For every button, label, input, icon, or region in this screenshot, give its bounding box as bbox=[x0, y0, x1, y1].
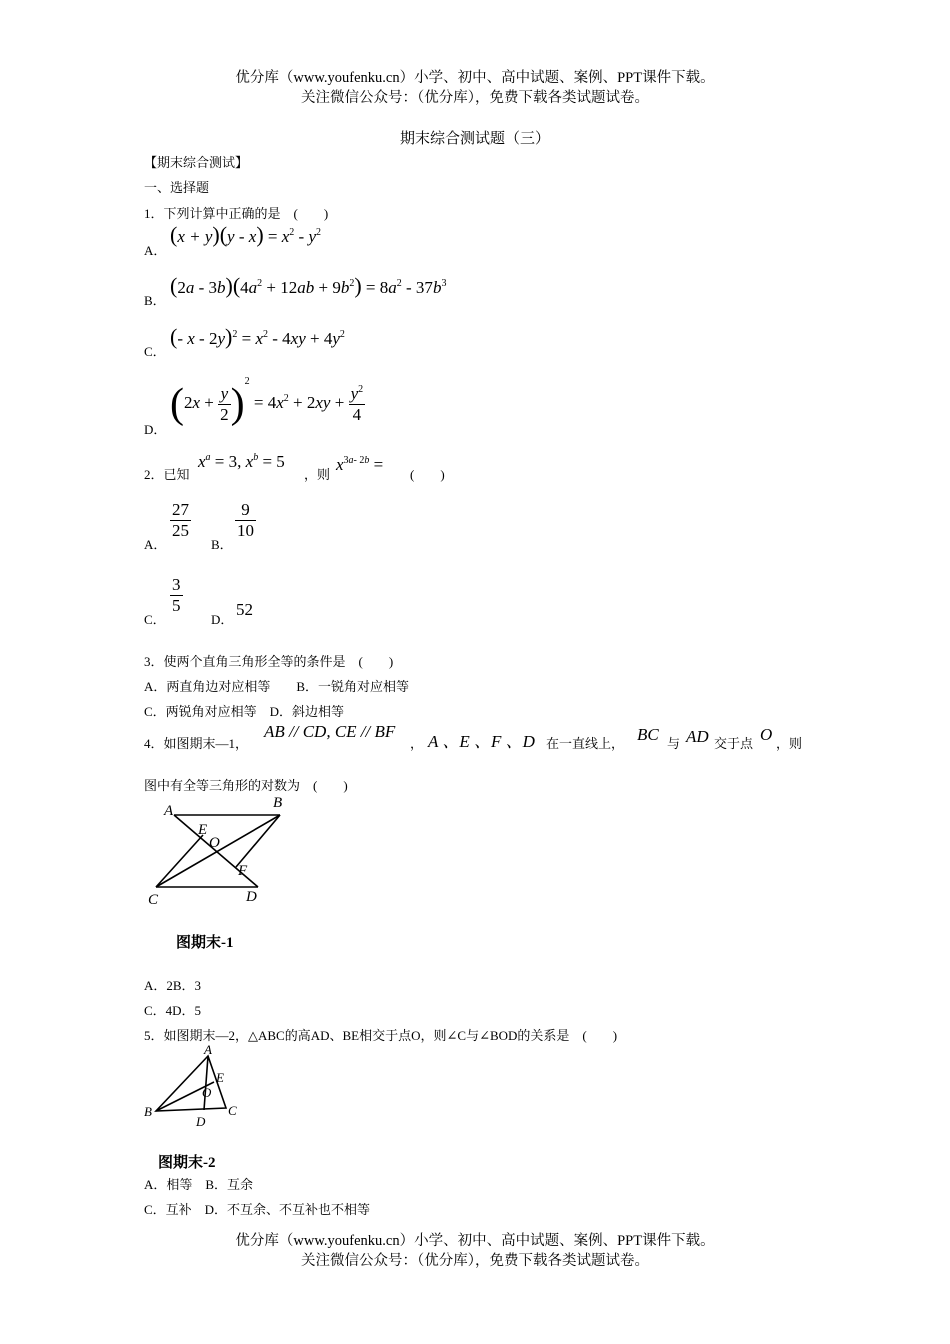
fig2-label-c: C bbox=[228, 1103, 237, 1118]
q5-options-cd: C．互补 D．不互余、不互补也不相等 bbox=[144, 1202, 371, 1217]
fig1-label-c: C bbox=[148, 892, 159, 908]
q2-a-numerator: 27 bbox=[172, 500, 189, 519]
q2-condition: $x^a = 3$, $x^b = 5$ bbox=[198, 452, 285, 471]
q4-prefix: 4．如图期末—1， bbox=[144, 736, 249, 751]
q1-option-d-formula: (2x + $\frac{y}{2}$ )$^2 = 4x^2 + 2xy$ + $\frac{y^2}{4}$ bbox=[170, 376, 364, 428]
q4-options-cd: C．4D．5 bbox=[144, 1003, 202, 1018]
section-tag: 【期末综合测试】 bbox=[144, 155, 249, 170]
page-title: 期末综合测试题（三） bbox=[399, 131, 550, 147]
figure-1-diagram bbox=[140, 790, 300, 915]
fig1-label-a: A bbox=[164, 803, 174, 819]
footer-line-1: 优分库（www.youfenku.cn）小学、初中、高中试题、案例、PPT课件下载。 bbox=[235, 1233, 715, 1249]
q4-bc: BC bbox=[637, 725, 659, 744]
q2-option-c-label: C． bbox=[144, 612, 166, 627]
q1-option-c-label: C． bbox=[144, 344, 166, 359]
q2-option-d-value: 52 bbox=[236, 600, 253, 619]
fig2-altitude-ad bbox=[204, 1056, 208, 1110]
q2-b-denominator: 10 bbox=[237, 521, 254, 540]
q4-comma: ， bbox=[410, 736, 424, 751]
q2-option-b-fraction bbox=[235, 500, 256, 541]
section-heading: 一、选择题 bbox=[144, 180, 210, 195]
q2-option-d-label: D． bbox=[211, 612, 234, 627]
q2-prefix: 2．已知 bbox=[144, 467, 190, 482]
fig1-line-ce bbox=[156, 835, 203, 887]
q3-stem: 3．使两个直角三角形全等的条件是 ( ) bbox=[144, 654, 394, 669]
fig1-label-o: O bbox=[209, 835, 220, 851]
q2-b-numerator: 9 bbox=[241, 500, 250, 519]
fig1-label-b: B bbox=[273, 795, 283, 811]
q4-line-2: 图中有全等三角形的对数为 ( ) bbox=[144, 778, 348, 793]
q4-text-2: 交于点 bbox=[714, 736, 754, 751]
q2-blank: ( ) bbox=[410, 467, 445, 482]
q1-option-c-formula: (- $x - 2y)^2 = x^2 - 4xy + 4y^2$ bbox=[170, 324, 345, 349]
fig1-label-f: F bbox=[238, 863, 248, 879]
figure-1-caption: 图期末-1 bbox=[176, 935, 234, 951]
fig1-label-d: D bbox=[246, 889, 257, 905]
fig2-label-a: A bbox=[204, 1042, 212, 1057]
fig2-label-d: D bbox=[196, 1114, 206, 1129]
q2-option-b-label: B． bbox=[211, 537, 233, 552]
q4-options-ab: A．2B．3 bbox=[144, 978, 202, 993]
q2-option-c-fraction bbox=[170, 575, 183, 616]
q5-options-ab: A．相等 B．互余 bbox=[144, 1177, 254, 1192]
q2-a-denominator: 25 bbox=[172, 521, 189, 540]
header-line-1: 优分库（www.youfenku.cn）小学、初中、高中试题、案例、PPT课件下载。 bbox=[235, 70, 715, 86]
footer-line-2: 关注微信公众号：（优分库），免费下载各类试题试卷。 bbox=[301, 1253, 649, 1269]
fig1-line-bc bbox=[156, 815, 280, 887]
q4-o: O bbox=[760, 725, 773, 744]
q2-option-a-fraction bbox=[170, 500, 191, 541]
header-line-2: 关注微信公众号：（优分库），免费下载各类试题试卷。 bbox=[301, 90, 649, 106]
q1-option-b-label: B． bbox=[144, 293, 166, 308]
q3-options-cd: C．两锐角对应相等 D．斜边相等 bbox=[144, 704, 345, 719]
q2-mid: ，则 bbox=[304, 467, 331, 482]
q4-condition: AB // CD, CE // BF bbox=[264, 722, 396, 741]
q1-option-b-formula: $(2a - 3b)(4a^2 + 12ab + 9b^2) = 8a^2 - 37b^3$ bbox=[170, 273, 447, 298]
q5-stem: 5．如图期末—2，△ABC的高AD、BE相交于点O，则∠C与∠BOD的关系是 ( ) bbox=[144, 1028, 618, 1043]
q2-expression: $x^{3a- 2b}$ = bbox=[336, 455, 384, 474]
q1-stem: 1．下列计算中正确的是 ( ) bbox=[144, 206, 329, 221]
q2-c-numerator: 3 bbox=[172, 575, 181, 594]
q4-ad: AD bbox=[686, 727, 709, 746]
q3-options-ab: A．两直角边对应相等 B．一锐角对应相等 bbox=[144, 679, 410, 694]
fig1-label-e: E bbox=[198, 822, 208, 838]
q4-collinear-points: A 、E 、F 、D bbox=[428, 732, 535, 751]
q2-c-denominator: 5 bbox=[172, 596, 181, 615]
figure-2-diagram bbox=[140, 1042, 250, 1132]
fig2-label-o: O bbox=[202, 1085, 212, 1100]
q4-text-3: ，则 bbox=[776, 736, 803, 751]
q1-option-a-label: A． bbox=[144, 243, 167, 258]
fig1-line-bf bbox=[236, 815, 280, 867]
fig2-label-b: B bbox=[144, 1104, 152, 1119]
figure-2-caption: 图期末-2 bbox=[158, 1155, 216, 1171]
q4-with: 与 bbox=[667, 736, 681, 751]
fig2-label-e: E bbox=[216, 1070, 224, 1085]
q1-option-a-formula: $(x + y)(y - x) = x^2 - y^2$ bbox=[170, 222, 321, 247]
q1-option-d-label: D． bbox=[144, 422, 167, 437]
q2-option-a-label: A． bbox=[144, 537, 167, 552]
q4-text-1: 在一直线上， bbox=[546, 736, 625, 751]
